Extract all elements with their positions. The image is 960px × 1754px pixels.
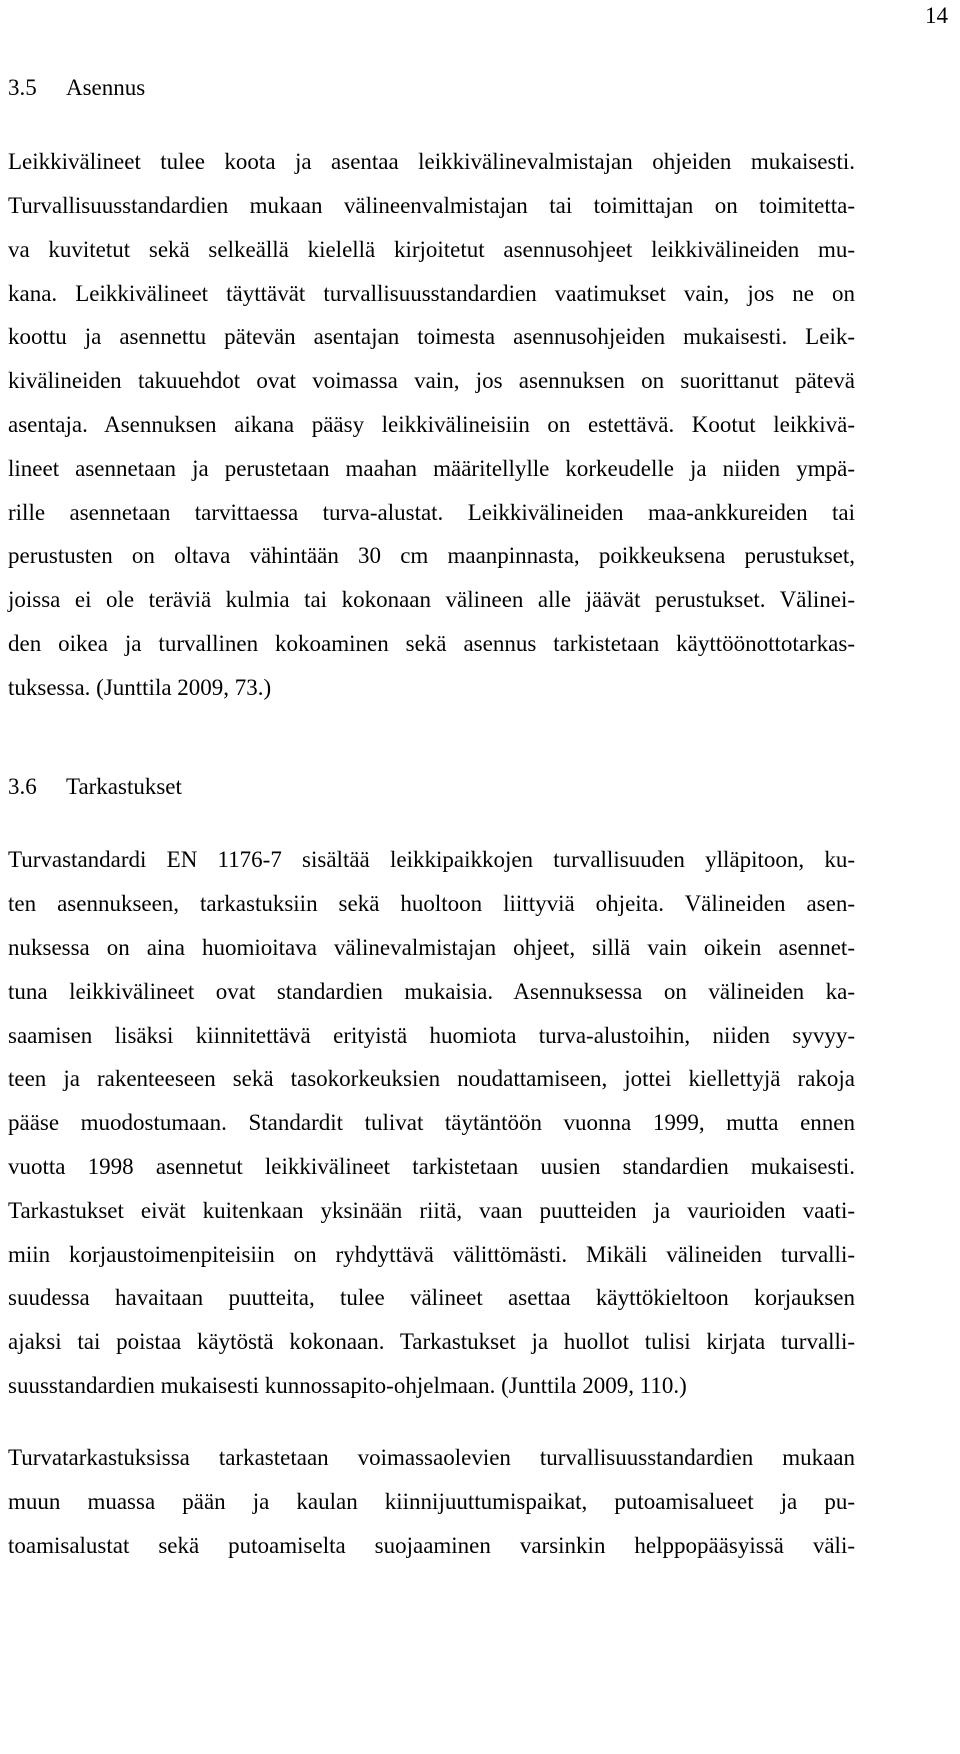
text-line: perustusten on oltava vähintään 30 cm maanpinnasta, poikkeuksena perustukset, xyxy=(8,543,855,568)
text-line: lineet asennetaan ja perustetaan maahan määritellylle korkeudelle ja niiden ympä- xyxy=(8,456,855,481)
text-line: ten asennukseen, tarkastuksiin sekä huoltoon liittyviä ohjeita. Välineiden asen- xyxy=(8,891,855,916)
text-line: va kuvitetut sekä selkeällä kielellä kirjoitetut asennusohjeet leikkivälineiden mu- xyxy=(8,237,855,262)
text-line: Turvallisuusstandardien mukaan välineenvalmistajan tai toimittajan on toimitetta- xyxy=(8,193,855,218)
text-line: Tarkastukset eivät kuitenkaan yksinään riitä, vaan puutteiden ja vaurioiden vaati- xyxy=(8,1198,855,1223)
section-heading-title: Asennus xyxy=(66,75,146,100)
text-line: toamisalustat sekä putoamiselta suojaaminen varsinkin helppopääsyissä väli- xyxy=(8,1533,855,1558)
text-line: suusstandardien mukaisesti kunnossapito-ohjelmaan. (Junttila 2009, 110.) xyxy=(8,1373,687,1398)
text-line: joissa ei ole teräviä kulmia tai kokonaan välineen alle jäävät perustukset. Välinei- xyxy=(8,587,855,612)
text-line: asentaja. Asennuksen aikana pääsy leikkivälineisiin on estettävä. Kootut leikkivä- xyxy=(8,412,855,437)
text-line: saamisen lisäksi kiinnitettävä erityistä huomiota turva-alustoihin, niiden syvyy- xyxy=(8,1023,855,1048)
text-line: rille asennetaan tarvittaessa turva-alustat. Leikkivälineiden maa-ankkureiden tai xyxy=(8,500,855,525)
text-line: Turvastandardi EN 1176-7 sisältää leikkipaikkojen turvallisuuden ylläpitoon, ku- xyxy=(8,847,855,872)
text-line: nuksessa on aina huomioitava välinevalmistajan ohjeet, sillä vain oikein asennet- xyxy=(8,935,855,960)
text-line: Turvatarkastuksissa tarkastetaan voimassaolevien turvallisuusstandardien mukaan xyxy=(8,1445,855,1470)
text-line: koottu ja asennettu pätevän asentajan toimesta asennusohjeiden mukaisesti. Leik- xyxy=(8,324,855,349)
text-line: den oikea ja turvallinen kokoaminen sekä asennus tarkistetaan käyttöönottotarkas- xyxy=(8,631,855,656)
text-line: kivälineiden takuuehdot ovat voimassa vain, jos asennuksen on suorittanut pätevä xyxy=(8,368,855,393)
text-line: muun muassa pään ja kaulan kiinnijuuttumispaikat, putoamisalueet ja pu- xyxy=(8,1489,855,1514)
text-line: suudessa havaitaan puutteita, tulee välineet asettaa käyttökieltoon korjauksen xyxy=(8,1285,855,1310)
text-line: Leikkivälineet tulee koota ja asentaa leikkivälinevalmistajan ohjeiden mukaisesti. xyxy=(8,149,855,174)
section-heading xyxy=(8,773,182,801)
page-number: 14 xyxy=(925,3,948,28)
text-line: tuksessa. (Junttila 2009, 73.) xyxy=(8,675,272,700)
section-heading-number: 3.6 xyxy=(8,774,37,799)
text-line: pääse muodostumaan. Standardit tulivat täytäntöön vuonna 1999, mutta ennen xyxy=(8,1110,855,1135)
text-line: ajaksi tai poistaa käytöstä kokonaan. Tarkastukset ja huollot tulisi kirjata turvalli- xyxy=(8,1329,855,1354)
section-heading-number: 3.5 xyxy=(8,75,37,100)
section-heading-title: Tarkastukset xyxy=(66,774,182,799)
text-line: teen ja rakenteeseen sekä tasokorkeuksien noudattamiseen, jottei kiellettyjä rakoja xyxy=(8,1066,855,1091)
text-line: vuotta 1998 asennetut leikkivälineet tarkistetaan uusien standardien mukaisesti. xyxy=(8,1154,855,1179)
text-line: tuna leikkivälineet ovat standardien mukaisia. Asennuksessa on välineiden ka- xyxy=(8,979,855,1004)
section-heading xyxy=(8,74,145,102)
text-line: miin korjaustoimenpiteisiin on ryhdyttävä välittömästi. Mikäli välineiden turvalli- xyxy=(8,1242,855,1267)
text-line: kana. Leikkivälineet täyttävät turvallisuusstandardien vaatimukset vain, jos ne on xyxy=(8,281,855,306)
